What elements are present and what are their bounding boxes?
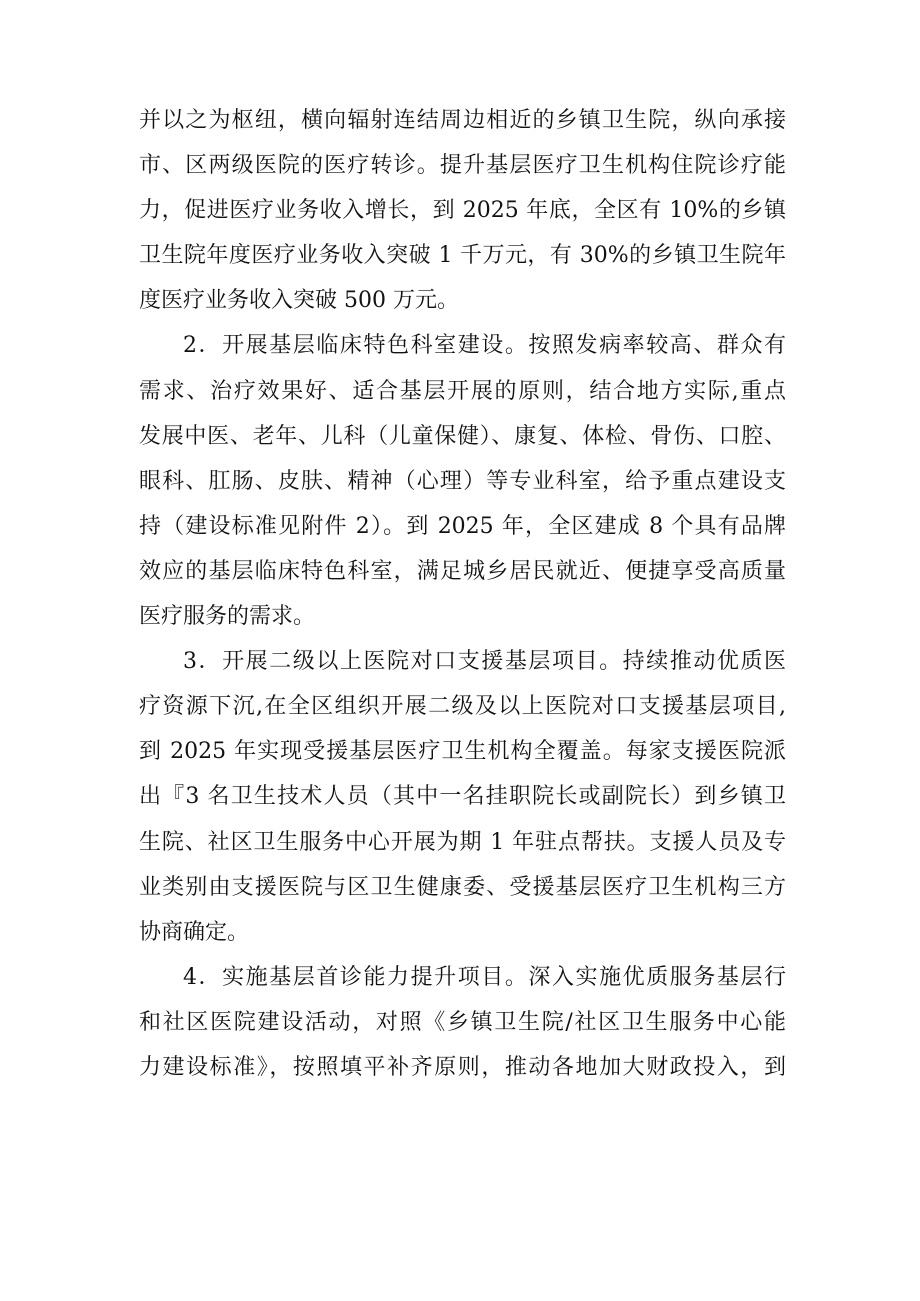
text-line: 到 2025 年实现受援基层医疗卫生机构全覆盖。每家支援医院派: [139, 739, 786, 765]
text-line: 持（建设标准见附件 2）。到 2025 年，全区建成 8 个具有品牌: [139, 513, 786, 539]
text-line: 生院、社区卫生服务中心开展为期 1 年驻点帮扶。支援人员及专: [139, 829, 786, 855]
text-line: 力建设标准》，按照填平补齐原则，推动各地加大财政投入，到: [139, 1054, 786, 1080]
text-line: 力，促进医疗业务收入增长，到 2025 年底，全区有 10%的乡镇: [139, 198, 786, 224]
text-line: 和社区医院建设活动，对照《乡镇卫生院/社区卫生服务中心能: [139, 1009, 786, 1035]
document-body: [139, 98, 786, 1090]
text-line: 眼科、肛肠、皮肤、精神（心理）等专业科室，给予重点建设支: [139, 468, 786, 494]
paragraph-4: [139, 955, 786, 1090]
text-line: 度医疗业务收入突破 500 万元。: [139, 288, 459, 314]
text-line: 3．开展二级以上医院对口支援基层项目。持续推动优质医: [183, 649, 786, 675]
text-line: 卫生院年度医疗业务收入突破 1 千万元，有 30%的乡镇卫生院年: [139, 243, 786, 269]
text-line: 需求、治疗效果好、适合基层开展的原则，结合地方实际,重点: [139, 378, 786, 404]
paragraph-3: [139, 639, 786, 955]
text-line: 发展中医、老年、儿科（儿童保健）、康复、体检、骨伤、口腔、: [139, 423, 786, 449]
text-line: 疗资源下沉,在全区组织开展二级及以上医院对口支援基层项目,: [139, 694, 786, 720]
text-line: 并以之为枢纽，横向辐射连结周边相近的乡镇卫生院，纵向承接: [139, 108, 786, 133]
text-line: 2．开展基层临床特色科室建设。按照发病率较高、群众有: [183, 333, 786, 359]
text-line: 医疗服务的需求。: [139, 604, 316, 630]
text-line: 协商确定。: [139, 919, 250, 945]
text-line: 市、区两级医院的医疗转诊。提升基层医疗卫生机构住院诊疗能: [139, 153, 786, 179]
paragraph-2: [139, 323, 786, 639]
text-line: 4．实施基层首诊能力提升项目。深入实施优质服务基层行: [183, 964, 786, 990]
text-line: 出『3 名卫生技术人员（其中一名挂职院长或副院长）到乡镇卫: [139, 784, 786, 810]
paragraph-1: [139, 98, 786, 323]
text-line: 业类别由支援医院与区卫生健康委、受援基层医疗卫生机构三方: [139, 874, 786, 900]
text-line: 效应的基层临床特色科室，满足城乡居民就近、便捷享受高质量: [139, 558, 786, 584]
